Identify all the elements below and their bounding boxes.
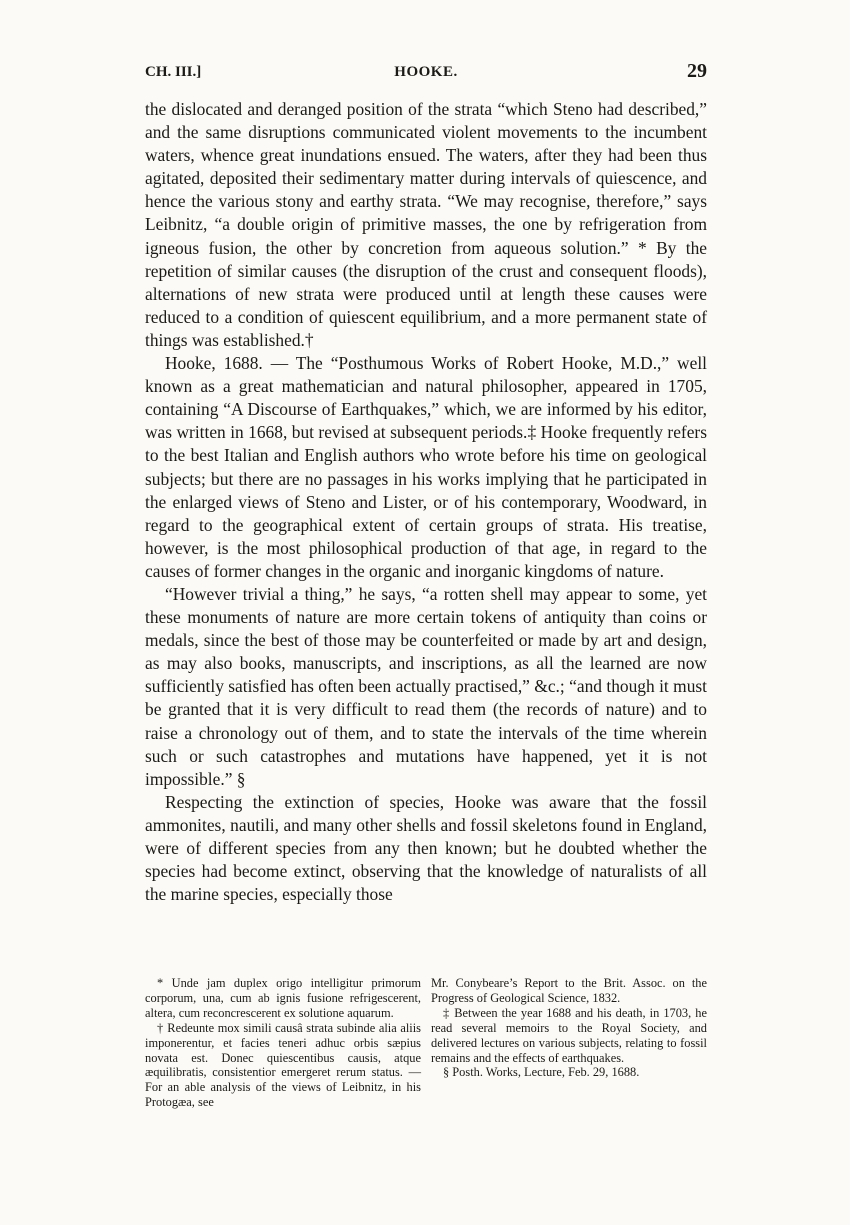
running-header (145, 62, 707, 86)
footnotes (145, 976, 707, 1110)
running-title: HOOKE. (394, 64, 458, 80)
footnote: † Redeunte mox simili causâ strata subinde alia aliis imponerentur, et facies teneri adhuc orbis sæpius novata est. Donec quiescentibus causis, atque æquilibratis, consistentior emergeret rerum status. — For an able analysis of the views of Leibnitz, in his Protogæa, see (145, 1020, 421, 1110)
paragraph: Hooke, 1688. — The “Posthumous Works of Robert Hooke, M.D.,” well known as a great mathematician and natural philosopher, appeared in 1705, containing “A Discourse of Earthquakes,” which, we are informed by his editor, was written in 1668, but revised at subsequent periods.‡ Hooke frequently refers to the best Italian and English authors who wrote before his time on geological subjects; but there are no passages in his works implying that he participated in the enlarged views of Steno and Lister, or of his contemporary, Woodward, in regard to the geographical extent of certain groups of strata. His treatise, however, is the most philosophical production of that age, in regard to the causes of former changes in the organic and inorganic kingdoms of nature. (145, 353, 707, 581)
paragraph: Respecting the extinction of species, Hooke was aware that the fossil ammonites, nautili, and many other shells and fossil skeletons found in England, were of different species from any then known; but he doubted whether the species had become extinct, observing that the knowledge of naturalists of all the marine species, especially those (145, 791, 707, 905)
main-text (145, 98, 707, 906)
footnote: * Unde jam duplex origo intelligitur primorum corporum, una, cum ab ignis fusione refrigescerent, altera, cum reconcrescerent ex solutione aquarum. (145, 976, 421, 1020)
page-number: 29 (687, 60, 707, 82)
footnote: ‡ Between the year 1688 and his death, in 1703, he read several memoirs to the Royal Society, and delivered lectures on various subjects, relating to fossil remains and the effects of earthquakes. (431, 1005, 707, 1065)
paragraph: the dislocated and deranged position of the strata “which Steno had described,” and the same disruptions communicated violent movements to the incumbent waters, whence great inundations ensued. The waters, after they had been thus agitated, deposited their sedimentary matter during intervals of quiescence, and hence the various stony and earthy strata. “We may recognise, therefore,” says Leibnitz, “a double origin of primitive masses, the one by refrigeration from igneous fusion, the other by concretion from aqueous solution.” * By the repetition of similar causes (the disruption of the crust and consequent floods), alternations of new strata were produced until at length these causes were reduced to a condition of quiescent equilibrium, and a more permanent state of things was established.† (145, 99, 707, 350)
paragraph: “However trivial a thing,” he says, “a rotten shell may appear to some, yet these monuments of nature are more certain tokens of antiquity than coins or medals, since the best of those may be counterfeited or made by art and design, as may also books, manuscripts, and inscriptions, as all the learned are now sufficiently satisfied has often been actually practised,” &c.; “and though it must be granted that it is very difficult to read them (the records of nature) and to raise a chronology out of them, and to state the intervals of the time wherein such or such catastrophes and mutations have happened, yet it is not impossible.” § (145, 583, 707, 789)
footnote-column-right (431, 976, 707, 1110)
footnote: § Posth. Works, Lecture, Feb. 29, 1688. (443, 1065, 640, 1080)
chapter-label: CH. III.] (145, 64, 202, 80)
footnote: Mr. Conybeare’s Report to the Brit. Assoc. on the Progress of Geological Science, 1832. (431, 976, 707, 1005)
footnote-column-left (145, 976, 421, 1110)
